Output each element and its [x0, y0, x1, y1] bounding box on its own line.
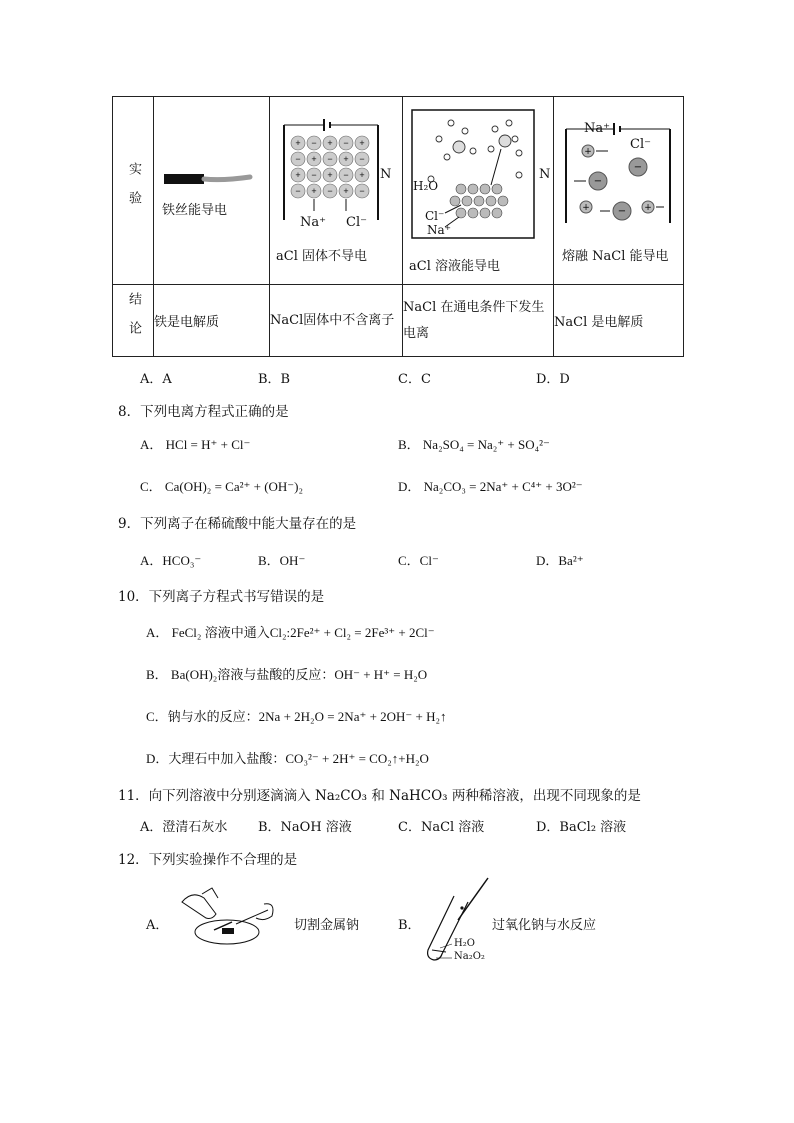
q8-stem: 8．下列电离方程式正确的是 [118, 404, 289, 420]
svg-text:−: − [311, 170, 317, 180]
q12-option-a-text: 切割金属钠 [294, 918, 360, 933]
q9-option-b: B．OH⁻ [258, 553, 306, 568]
q8-option-a: A． HCl = H⁺ + Cl⁻ [140, 437, 251, 452]
svg-text:−: − [343, 138, 349, 148]
q12-option-b-text: 过氧化钠与水反应 [492, 918, 597, 933]
q10-option-d: D．大理石中加入盐酸：CO₃²⁻ + 2H⁺ = CO₂↑+H₂O [146, 751, 429, 766]
q12-stem: 12．下列实验操作不合理的是 [118, 852, 298, 868]
q7-option-d: D．D [536, 372, 570, 387]
svg-text:−: − [359, 186, 365, 196]
fig-na2o2-label: Na₂O₂ [454, 951, 485, 962]
svg-text:−: − [633, 162, 643, 173]
q7-option-a: A．A [140, 372, 172, 387]
svg-text:+: + [359, 170, 365, 180]
exp-cell-4: + − − + − + Na⁺ Cl⁻ 熔融 NaCl 能导电 [554, 97, 684, 285]
exp-caption-4: 熔融 NaCl 能导电 [562, 249, 669, 264]
exp-caption-1: 铁丝能导电 [162, 203, 228, 218]
q8-option-d: D． Na₂CO₃ = 2Na⁺ + C⁴⁺ + 3O²⁻ [398, 479, 583, 494]
q7-option-c: C．C [398, 372, 431, 387]
q10-stem: 10．下列离子方程式书写错误的是 [118, 589, 325, 605]
q8-option-b: B． Na₂SO₄ = Na₂⁺ + SO₄²⁻ [398, 437, 550, 452]
q11-option-d: D．BaCl₂ 溶液 [536, 820, 627, 835]
q9-stem: 9．下列离子在稀硫酸中能大量存在的是 [118, 516, 357, 532]
svg-text:−: − [327, 186, 333, 196]
q9-option-a: A．HCO₃⁻ [140, 553, 202, 568]
svg-text:+: + [311, 154, 317, 164]
svg-text:−: − [593, 176, 603, 187]
svg-text:+: + [295, 170, 301, 180]
q10-option-a: A． FeCl₂ 溶液中通入Cl₂:2Fe²⁺ + Cl₂ = 2Fe³⁺ + 2Cl⁻ [146, 625, 435, 640]
nacl-solid-figure [276, 115, 396, 245]
q11-option-c: C．NaCl 溶液 [398, 820, 485, 835]
svg-text:−: − [295, 154, 301, 164]
cutting-sodium-figure [172, 884, 282, 954]
experiment-table [112, 96, 684, 357]
q9-option-c: C．Cl⁻ [398, 553, 439, 568]
svg-text:+: + [295, 138, 301, 148]
svg-text:−: − [311, 138, 317, 148]
svg-text:+: + [584, 147, 592, 157]
svg-text:−: − [343, 170, 349, 180]
svg-text:+: + [343, 154, 349, 164]
svg-text:−: − [295, 186, 301, 196]
conclusion-3: NaCl 在通电条件下发生电离 [403, 285, 554, 357]
q12-option-b-label: B． [398, 918, 421, 933]
svg-text:−: − [327, 154, 333, 164]
fig-h2o-label: H₂O [454, 938, 475, 949]
exp-caption-2: aCl 固体不导电 [276, 249, 367, 264]
q9-option-d: D．Ba²⁺ [536, 553, 584, 568]
svg-text:+: + [582, 203, 590, 213]
conclusion-1: 铁是电解质 [154, 285, 270, 357]
svg-text:+: + [311, 186, 317, 196]
exp-cell-1 [154, 97, 270, 285]
svg-text:+: + [327, 138, 333, 148]
q11-option-b: B．NaOH 溶液 [258, 820, 352, 835]
row-label-conclusion: 结论 [113, 285, 154, 357]
svg-text:−: − [359, 154, 365, 164]
q10-option-c: C．钠与水的反应：2Na + 2H₂O = 2Na⁺ + 2OH⁻ + H₂↑ [146, 709, 447, 724]
q10-option-b: B． Ba(OH)₂溶液与盐酸的反应：OH⁻ + H⁺ = H₂O [146, 667, 428, 682]
q12-option-a-label: A． [146, 918, 169, 933]
svg-text:+: + [644, 203, 652, 213]
row-label-experiment: 实验 [113, 97, 154, 285]
q8-option-c: C． Ca(OH)₂ = Ca²⁺ + (OH⁻)₂ [140, 479, 304, 494]
exp-cell-3: N H₂O Cl⁻ Na⁺ aCl 溶液能导电 [403, 97, 554, 285]
conclusion-2: NaCl固体中不含离子 [270, 285, 403, 357]
svg-text:+: + [327, 170, 333, 180]
svg-text:+: + [343, 186, 349, 196]
q11-stem: 11．向下列溶液中分别逐滴滴入 Na₂CO₃ 和 NaHCO₃ 两种稀溶液，出现不同现象的是 [118, 788, 641, 804]
molten-nacl-figure [562, 111, 690, 231]
exp-cell-2: + − + − + − + − + − + − + − + − + − + − N Na⁺ Cl⁻ aCl 固体不导电 [270, 97, 403, 285]
conclusion-4: NaCl 是电解质 [554, 285, 684, 357]
svg-text:+: + [359, 138, 365, 148]
q11-option-a: A．澄清石灰水 [140, 820, 228, 835]
svg-text:−: − [617, 206, 627, 217]
iron-wire-figure [162, 167, 262, 197]
q7-option-b: B．B [258, 372, 291, 387]
exp-caption-3: aCl 溶液能导电 [409, 259, 500, 274]
